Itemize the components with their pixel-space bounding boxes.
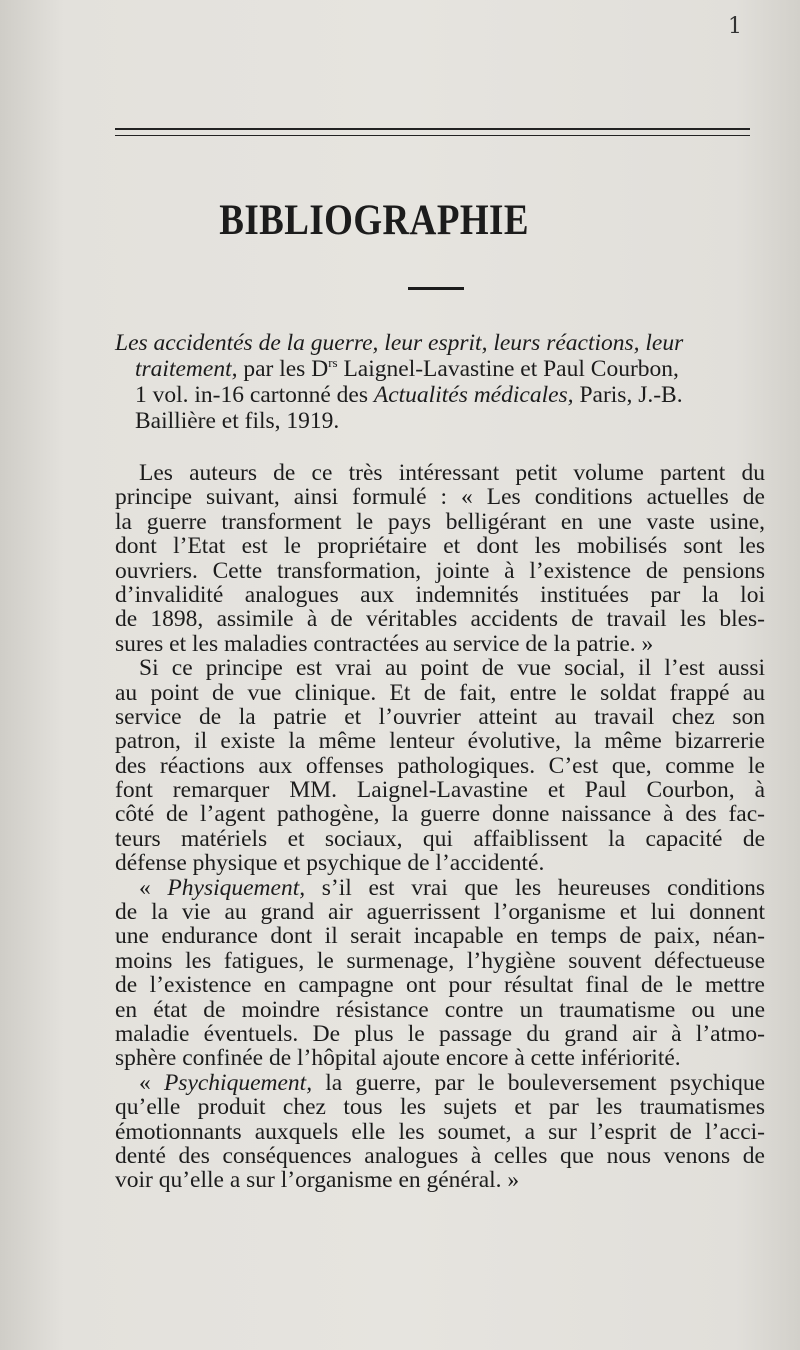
text-line: au point de vue clinique. Et de fait, entre le soldat frappé au: [115, 679, 765, 706]
reference-format: 1 vol. in-16 cartonné des: [135, 382, 374, 408]
text-line: font remarquer MM. Laignel-Lavastine et Paul Courbon, à: [115, 777, 765, 804]
text-line: de 1898, assimile à de véritables accidents de travail les bles-: [115, 606, 765, 633]
reference-book-title-end: traitement,: [135, 356, 238, 382]
text-run: s’il est vrai que les heureuses conditions: [305, 874, 766, 901]
reference-line-3: [115, 382, 765, 408]
reference-doctors-sup: rs: [328, 355, 338, 370]
text-line: de la vie au grand air aguerrissent l’organisme et lui donnent: [115, 899, 765, 926]
text-line: [115, 1071, 765, 1095]
reference-series: Actualités médicales,: [373, 382, 574, 408]
text-line: sures et les maladies contractées au service de la patrie. »: [115, 630, 654, 657]
text-line: émotionnants auxquels elle les soumet, a sur l’esprit de l’acci-: [115, 1118, 765, 1145]
text-run: la guerre, par le bouleversement psychique: [312, 1069, 765, 1096]
text-line: d’invalidité analogues aux indemnités instituées par la loi: [115, 581, 765, 608]
text-line: défense physique et psychique de l’accidenté.: [115, 850, 545, 877]
header-rule-lower: [115, 135, 750, 136]
text-line: voir qu’elle a sur l’organisme en général. »: [115, 1167, 520, 1194]
quote-open: «: [139, 1069, 164, 1096]
reference-publisher: Baillière et fils, 1919.: [135, 408, 340, 434]
text-line: dont l’Etat est le propriétaire et dont les mobilisés sont les: [115, 533, 765, 560]
text-line: maladie éventuels. De plus le passage du grand air à l’atmo-: [115, 1020, 765, 1047]
text-line: [115, 876, 765, 900]
reference-place: Paris, J.-B.: [573, 382, 683, 408]
text-line: côté de l’agent pathogène, la guerre donne naissance à des fac-: [115, 801, 765, 828]
text-line: ouvriers. Cette transformation, jointe à l’existence de pensions: [115, 557, 765, 584]
reference-line-1: [115, 330, 765, 356]
text-line: denté des conséquences analogues à celles que nous venons de: [115, 1142, 765, 1169]
text-line: moins les fatigues, le surmenage, l’hygiène souvent défectueuse: [115, 947, 765, 974]
text-line: Les auteurs de ce très intéressant petit volume partent du: [139, 460, 765, 486]
reference-book-title: Les accidentés de la guerre, leur esprit, leurs réactions, leur: [115, 330, 684, 356]
text-line: service de la patrie et l’ouvrier atteint au travail chez son: [115, 703, 765, 730]
reference-authors: Laignel-Lavastine et Paul Courbon,: [337, 356, 679, 382]
review-body: [115, 461, 765, 1193]
page-folio: 1: [728, 14, 742, 39]
text-line: des réactions aux offenses pathologiques. C’est que, comme le: [115, 752, 765, 779]
text-line: principe suivant, ainsi formulé : « Les conditions actuelles de: [115, 484, 765, 511]
reference-by: par les D: [237, 356, 329, 382]
page-title: BIBLIOGRAPHIE: [219, 197, 529, 244]
text-line: une endurance dont il serait incapable en temps de paix, néan-: [115, 923, 765, 950]
text-line: la guerre transforment le pays belligérant en une vaste usine,: [115, 508, 765, 535]
text-line: qu’elle produit chez tous les sujets et par les traumatismes: [115, 1094, 765, 1121]
title-dash: [408, 287, 464, 290]
reference-line-2: [115, 356, 765, 382]
text-line: patron, il existe la même lenteur évolutive, la même bizarrerie: [115, 728, 765, 755]
header-rule-upper: [115, 128, 750, 130]
bibliographic-reference: [115, 330, 765, 434]
emphasis-psychiquement: Psychiquement,: [163, 1069, 313, 1096]
text-line: de l’existence en campagne ont pour résultat final de le mettre: [115, 972, 765, 999]
text-line: teurs matériels et sociaux, qui affaiblissent la capacité de: [115, 825, 765, 852]
quote-open: «: [139, 874, 168, 901]
emphasis-physiquement: Physiquement,: [167, 874, 306, 901]
text-line: Si ce principe est vrai au point de vue social, il l’est aussi: [139, 655, 765, 682]
reference-line-4: [115, 408, 765, 434]
text-line: sphère confinée de l’hôpital ajoute encore à cette infériorité.: [115, 1045, 681, 1072]
text-line: en état de moindre résistance contre un traumatisme ou une: [115, 996, 765, 1023]
